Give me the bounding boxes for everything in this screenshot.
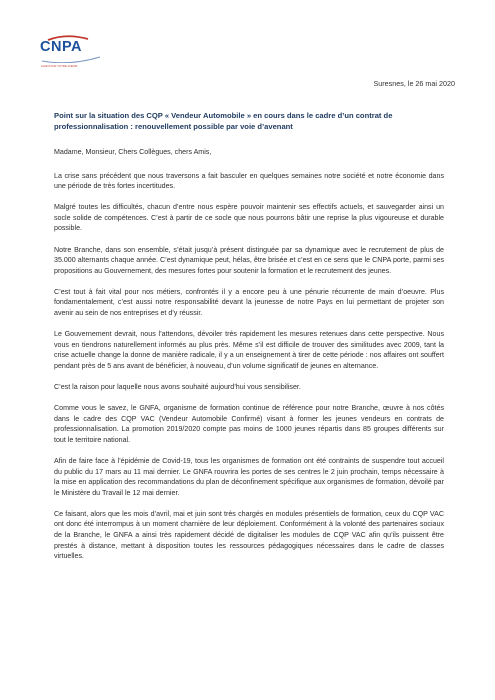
logo-subtitle: AGIR POUR VOTRE AVENIR — [41, 65, 78, 68]
letter-subject: Point sur la situation des CQP « Vendeur Automobile » en cours dans le cadre d’un contrat de professionnalisation : renouvellement possible par voie d’avenant — [54, 111, 393, 131]
body-paragraph: Ce faisant, alors que les mois d’avril, mai et juin sont très chargés en modules présentiels de formation, ceux du CQP VAC ont donc été interrompus à un moment charnière de leur déploiement. Conformément à la volonté des partenaires sociaux de la Branche, le GNFA a ainsi très rapidement décidé de digitaliser les modules de CQP VAC afin qu’ils puissent être prestés à distance, mettant à disposition toutes les ressources pédagogiques nécessaires dans le cadre de classes virtuelles. — [54, 509, 444, 561]
body-paragraph: Afin de faire face à l’épidémie de Covid-19, tous les organismes de formation ont été contraints de suspendre tout accueil du public du 17 mars au 11 mai dernier. Le GNFA rouvrira les portes de ses centres le 2 juin prochain, temps nécessaire à la mise en application des recommandations du plan de déconfinement spécifique aux organismes de formation, dévoilé par le Ministère du Travail le 12 mai dernier. — [54, 456, 444, 497]
letter-body — [54, 147, 444, 572]
body-paragraph: Le Gouvernement devrait, nous l’attendons, dévoiler très rapidement les mesures retenues dans cette perspective. Nous vous en tiendrons naturellement informés au plus près. Même s’il est difficile de trouver des similitudes avec 2009, tant la crise actuelle change la donne de manière radicale, il y a un enseignement à tirer de cette période : nos affaires ont souffert pendant près de 5 ans avant de bénéficier, à nouveau, d’un volume significatif de jeunes en alternance. — [54, 330, 444, 370]
body-paragraph: Notre Branche, dans son ensemble, s’était jusqu’à présent distinguée par sa dynamique avec le recrutement de plus de 35.000 alternants chaque année. C’est dynamique peut, hélas, être brisée et c’est en ce sens que le CNPA porte, parmi ses propositions au Gouvernement, des mesures fortes pour soutenir la formation et le recrutement des jeunes. — [54, 245, 444, 275]
greeting-paragraph: Madame, Monsieur, Chers Collègues, chers Amis, — [54, 148, 212, 156]
logo-text: CNPA — [40, 39, 83, 55]
body-paragraph: C’est tout à fait vital pour nos métiers, confrontés il y a encore peu à une pénurie récurrente de main d’oeuvre. Plus fondamentalement, c’est aussi notre responsabilité devant la jeunesse de notre Pays en lui permettant de projeter son avenir au sein de nos entreprises et d’y réussir. — [54, 287, 444, 318]
body-paragraph: La crise sans précédent que nous traversons a fait basculer en quelques semaines notre société et notre économie dans une période de très fortes incertitudes. — [54, 171, 444, 191]
cnpa-logo — [40, 35, 106, 75]
body-paragraph: Malgré toutes les difficultés, chacun d’entre nous espère pouvoir maintenir ses effectifs actuels, et sauvegarder ainsi un socle solide de compétences. C’est à partir de ce socle que nous pourrons bâtir une reprise la plus vigoureuse et durable possible. — [54, 203, 444, 233]
body-paragraph: Comme vous le savez, le GNFA, organisme de formation continue de référence pour notre Branche, œuvre à nos côtés dans le cadre des CQP VAC (Vendeur Automobile Confirmé) visant à former les jeunes vendeurs en contrats de professionnalisation. La promotion 2019/2020 compte pas moins de 1000 jeunes répartis dans 85 groupes différents sur tout le territoire national. — [54, 404, 444, 444]
letter-date: Suresnes, le 26 mai 2020 — [373, 79, 455, 88]
body-paragraph: C’est la raison pour laquelle nous avons souhaité aujourd’hui vous sensibiliser. — [54, 383, 301, 391]
